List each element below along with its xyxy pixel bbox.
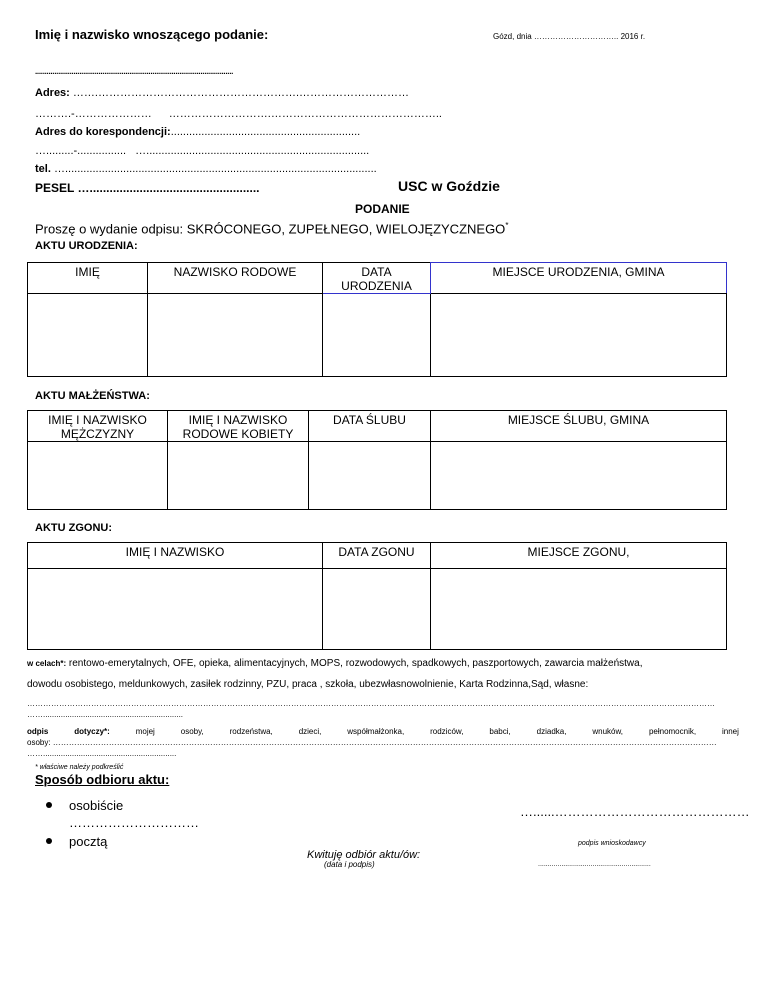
death-cell-place[interactable] [431, 569, 727, 650]
birth-header-place: MIEJSCE URODZENIA, GMINA [431, 263, 727, 294]
bullet-icon [46, 838, 52, 844]
correspondence-label: Adres do korespondencji: [35, 126, 171, 138]
death-header-name: IMIĘ I NAZWISKO [28, 543, 323, 569]
marriage-cell-date[interactable] [309, 442, 431, 510]
correspondence-line-1[interactable]: .............................................................. [170, 126, 361, 138]
concerns-option-grandchildren[interactable]: wnuków, [592, 727, 624, 736]
marriage-cell-man[interactable] [28, 442, 168, 510]
marriage-header-man: IMIĘ I NAZWISKO MĘŻCZYZNY [28, 411, 168, 442]
bullet-icon [46, 802, 52, 808]
birth-cell-name[interactable] [28, 294, 148, 377]
document-title: PODANIE [355, 202, 410, 216]
purpose-own-line-2[interactable]: ……............................................................... [27, 710, 184, 719]
signature-line[interactable]: …......……………………………………… [520, 804, 750, 819]
correspondence-postal-line[interactable]: ….........-................ [35, 145, 127, 157]
concerns-option-children[interactable]: dzieci, [298, 727, 322, 736]
death-header-place: MIEJSCE ZGONU, [431, 543, 727, 569]
concerns-options-row [27, 727, 739, 736]
marriage-cell-place[interactable] [431, 442, 727, 510]
concerns-option-grandfather[interactable]: dziadka, [536, 727, 567, 736]
receipt-label: Kwituję odbiór aktu/ów: [307, 849, 421, 861]
concerns-other-line-2[interactable]: ……............................................................ [27, 749, 177, 758]
concerns-option-parents[interactable]: rodziców, [430, 727, 464, 736]
birth-cell-place[interactable] [431, 294, 727, 377]
receipt-sublabel: (data i podpis) [324, 860, 375, 869]
pickup-option-post[interactable]: pocztą [69, 834, 108, 849]
purpose-options-line-1[interactable]: rentowo-emerytalnych, OFE, opieka, alimentacyjnych, MOPS, rozwodowych, spadkowych, paszportowych, zawarcia małżeństwa, [66, 658, 643, 669]
tel-label: tel. [35, 163, 51, 175]
postal-code-line[interactable]: ……….-………………… [35, 108, 152, 120]
footnote: * właściwe należy podkreślić [35, 764, 124, 771]
concerns-option-proxy[interactable]: pełnomocnik, [648, 727, 697, 736]
concerns-option-person[interactable]: osoby, [180, 727, 204, 736]
concerns-option-grandmother[interactable]: babci, [489, 727, 511, 736]
correspondence-city-line[interactable]: …......................................................................... [135, 145, 370, 157]
signature-label: podpis wnioskodawcy [578, 840, 646, 847]
death-cell-date[interactable] [323, 569, 431, 650]
birth-header-family-name: NAZWISKO RODOWE [148, 263, 323, 294]
death-act-heading: AKTU ZGONU: [35, 522, 112, 534]
marriage-header-date: DATA ŚLUBU [309, 411, 431, 442]
address-line-1[interactable]: …….……………………………………………….………………………… [72, 87, 410, 99]
purpose-own-line-1[interactable]: …………………………………………………………………………………………………………………………………………………………………………………………………………………………………… [27, 699, 715, 708]
purpose-options-line-2[interactable]: dowodu osobistego, meldunkowych, zasiłek rodzinny, PZU, praca , szkoła, ubezwłasnowolnienie, Karta Rodzinna,Sąd, własne: [27, 679, 589, 690]
birth-cell-date[interactable] [323, 294, 431, 377]
marriage-header-woman: IMIĘ I NAZWISKO RODOWE KOBIETY [168, 411, 309, 442]
name-field-line[interactable]: ....................................................................................................... [35, 67, 234, 76]
concerns-option-other[interactable]: innej [721, 727, 739, 736]
tel-line[interactable]: …...................................................................................................... [53, 163, 377, 175]
concerns-option-spouse[interactable]: współmałżonka, [347, 727, 405, 736]
city-line[interactable]: ……………………….……………………………………….. [168, 108, 442, 120]
applicant-name-heading: Imię i nazwisko wnoszącego podanie: [35, 27, 269, 42]
place-date-line[interactable]: Gózd, dnia ………………………….. 2016 r. [493, 32, 646, 41]
purpose-label: w celach*: [27, 659, 67, 668]
concerns-option-mine[interactable]: mojej [135, 727, 155, 736]
request-asterisk: * [505, 221, 509, 230]
office-name: USC w Goździe [398, 178, 500, 194]
death-header-date: DATA ZGONU [323, 543, 431, 569]
pickup-heading: Sposób odbioru aktu: [35, 772, 170, 787]
death-cell-name[interactable] [28, 569, 323, 650]
concerns-option-siblings[interactable]: rodzeństwa, [229, 727, 273, 736]
marriage-act-heading: AKTU MAŁŻEŃSTWA: [35, 390, 150, 402]
request-line: Proszę o wydanie odpisu: SKRÓCONEGO, ZUPEŁNEGO, WIELOJĘZYCZNEGO [35, 221, 506, 237]
birth-act-table [27, 262, 727, 377]
pesel-label: PESEL [35, 181, 75, 195]
pickup-option-in-person[interactable]: osobiście [69, 798, 124, 813]
marriage-act-table [27, 410, 727, 510]
birth-header-name: IMIĘ [28, 263, 148, 294]
concerns-other-line[interactable]: osoby: …………………………………………………………………………………………………………………………………………………………………………………………………………………………… [27, 738, 717, 747]
marriage-header-place: MIEJSCE ŚLUBU, GMINA [431, 411, 727, 442]
pickup-in-person-line[interactable]: ………………………… [69, 815, 199, 830]
marriage-cell-woman[interactable] [168, 442, 309, 510]
birth-header-date: DATA URODZENIA [323, 263, 431, 294]
address-label: Adres: [35, 87, 70, 99]
birth-act-heading: AKTU URODZENIA: [35, 240, 138, 252]
birth-cell-family-name[interactable] [148, 294, 323, 377]
receipt-signature-line[interactable]: .......................................................... [538, 861, 651, 868]
concerns-label-copy: odpis [27, 727, 49, 736]
death-act-table [27, 542, 727, 650]
concerns-label-regarding: dotyczy*: [74, 727, 110, 736]
pesel-line[interactable]: …................................................... [77, 181, 260, 195]
